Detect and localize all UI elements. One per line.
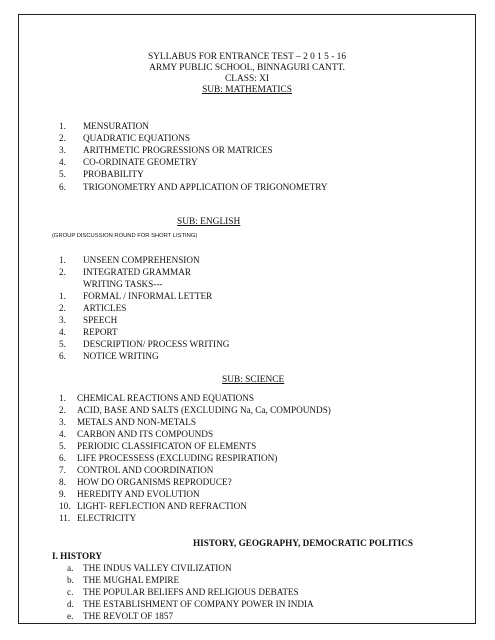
list-item: [59, 477, 232, 489]
list-item-text: PROBABILITY: [83, 169, 144, 180]
list-item-text: HEREDITY AND EVOLUTION: [77, 488, 200, 499]
list-item-text: INTEGRATED GRAMMAR: [83, 267, 191, 277]
list-item: [59, 279, 162, 291]
list-item-text: CO-ORDINATE GEOMETRY: [83, 157, 198, 168]
list-item: [67, 575, 179, 587]
list-item: [59, 315, 117, 327]
list-item: [59, 441, 256, 453]
list-item: [59, 417, 196, 429]
subject-heading-english: SUB: ENGLISH: [177, 217, 241, 227]
list-item: [59, 267, 191, 279]
list-item: [59, 489, 200, 501]
list-item-number: 1.: [59, 121, 66, 131]
list-item: [59, 291, 212, 303]
list-item-number: d.: [67, 599, 74, 610]
list-item-text: ACID, BASE AND SALTS (EXCLUDING Na, Ca, COMPOUNDS): [77, 404, 331, 415]
list-item: [67, 599, 314, 611]
list-item: [67, 587, 299, 599]
list-item: [59, 133, 190, 145]
list-item-number: a.: [67, 563, 74, 573]
list-item-number: 9.: [59, 488, 66, 499]
list-item: [59, 501, 247, 513]
subject-heading-mathematics: SUB: MATHEMATICS: [202, 85, 292, 95]
list-item: [59, 121, 149, 133]
list-item-number: 8.: [59, 476, 66, 487]
list-item: [59, 453, 277, 465]
subject-heading-science: SUB: SCIENCE: [222, 375, 285, 385]
list-item: [59, 351, 159, 363]
list-item-text: THE POPULAR BELIEFS AND RELIGIOUS DEBATES: [83, 587, 299, 598]
list-item-number: 3.: [59, 416, 66, 427]
list-item-text: THE REVOLT OF 1857: [83, 611, 174, 622]
list-item: [59, 339, 229, 351]
subject-heading-social: HISTORY, GEOGRAPHY, DEMOCRATIC POLITICS: [193, 538, 413, 548]
list-item-text: LIFE PROCESSESS (EXCLUDING RESPIRATION): [77, 452, 278, 463]
list-item-number: 2.: [59, 303, 66, 313]
list-item-number: 5.: [59, 169, 66, 180]
list-item: [67, 563, 232, 575]
list-item-number: e.: [67, 611, 74, 622]
list-item-number: 4.: [59, 428, 66, 439]
list-item: [59, 169, 144, 181]
list-item-number: 6.: [59, 181, 66, 192]
list-item-text: MENSURATION: [83, 121, 149, 131]
list-item-number: 6.: [59, 351, 66, 361]
list-item: [59, 513, 136, 525]
list-item: [59, 182, 328, 194]
list-item-text: THE ESTABLISHMENT OF COMPANY POWER IN INDIA: [83, 599, 314, 610]
list-item-text: SPEECH: [83, 315, 118, 325]
list-item-text: ELECTRICITY: [77, 512, 137, 523]
title-line-1: SYLLABUS FOR ENTRANCE TEST – 2 0 1 5 - 16: [147, 52, 347, 62]
list-item-text: TRIGONOMETRY AND APPLICATION OF TRIGONOMETRY: [83, 181, 328, 192]
list-item-number: 3.: [59, 145, 66, 156]
title-line-2: ARMY PUBLIC SCHOOL, BINNAGURI CANTT.: [149, 63, 345, 73]
list-item-number: 3.: [59, 315, 66, 325]
english-note: (GROUP DISCUSSION ROUND FOR SHORT LISTING): [52, 233, 198, 239]
list-item-number: 1.: [59, 255, 66, 265]
list-item-number: 1.: [59, 291, 66, 301]
list-item-number: 2.: [59, 133, 66, 144]
list-item-text: CONTROL AND COORDINATION: [77, 464, 214, 475]
list-item-text: THE MUGHAL EMPIRE: [83, 575, 180, 586]
list-item: [59, 393, 254, 405]
list-item: [67, 611, 173, 623]
list-item-number: b.: [67, 575, 74, 586]
list-item-text: METALS AND NON-METALS: [77, 416, 196, 427]
document-page: [18, 14, 476, 624]
list-item: [59, 255, 200, 267]
list-item-text: ARTICLES: [83, 303, 127, 313]
list-item-text: UNSEEN COMPREHENSION: [83, 255, 200, 265]
list-item-number: 6.: [59, 452, 66, 463]
list-item: [59, 465, 213, 477]
list-item-text: ARITHMETIC PROGRESSIONS OR MATRICES: [83, 145, 273, 156]
list-item-number: 5.: [59, 339, 66, 349]
list-item-number: 2.: [59, 404, 66, 415]
list-item-number: 5.: [59, 440, 66, 451]
list-item-text: REPORT: [83, 327, 118, 337]
list-item-text: WRITING TASKS---: [83, 279, 163, 289]
list-item-number: 7.: [59, 464, 66, 475]
list-item-text: CARBON AND ITS COMPOUNDS: [77, 428, 214, 439]
list-item-number: 11.: [59, 512, 71, 523]
list-item-text: LIGHT- REFLECTION AND REFRACTION: [77, 500, 247, 511]
list-item: [59, 145, 273, 157]
list-item-number: 4.: [59, 157, 66, 168]
title-line-3: CLASS: XI: [224, 74, 270, 84]
list-item-number: 2.: [59, 267, 66, 277]
list-item-number: 10.: [59, 500, 71, 511]
list-item-text: THE INDUS VALLEY CIVILIZATION: [83, 563, 232, 573]
list-item-text: PERIODIC CLASSIFICATON OF ELEMENTS: [77, 440, 257, 451]
list-item: [59, 405, 331, 417]
list-item: [59, 327, 118, 339]
list-item: [59, 157, 198, 169]
list-item-text: NOTICE WRITING: [83, 351, 159, 361]
list-item-text: DESCRIPTION/ PROCESS WRITING: [83, 339, 230, 349]
list-item-text: HOW DO ORGANISMS REPRODUCE?: [77, 476, 232, 487]
history-heading: I. HISTORY: [52, 551, 103, 561]
list-item-text: FORMAL / INFORMAL LETTER: [83, 291, 213, 301]
list-item: [59, 303, 126, 315]
list-item-text: QUADRATIC EQUATIONS: [83, 133, 190, 144]
list-item-number: 1.: [59, 393, 66, 403]
list-item-text: CHEMICAL REACTIONS AND EQUATIONS: [77, 393, 255, 403]
list-item: [59, 429, 213, 441]
list-item-number: 4.: [59, 327, 66, 337]
list-item-number: c.: [67, 587, 74, 598]
